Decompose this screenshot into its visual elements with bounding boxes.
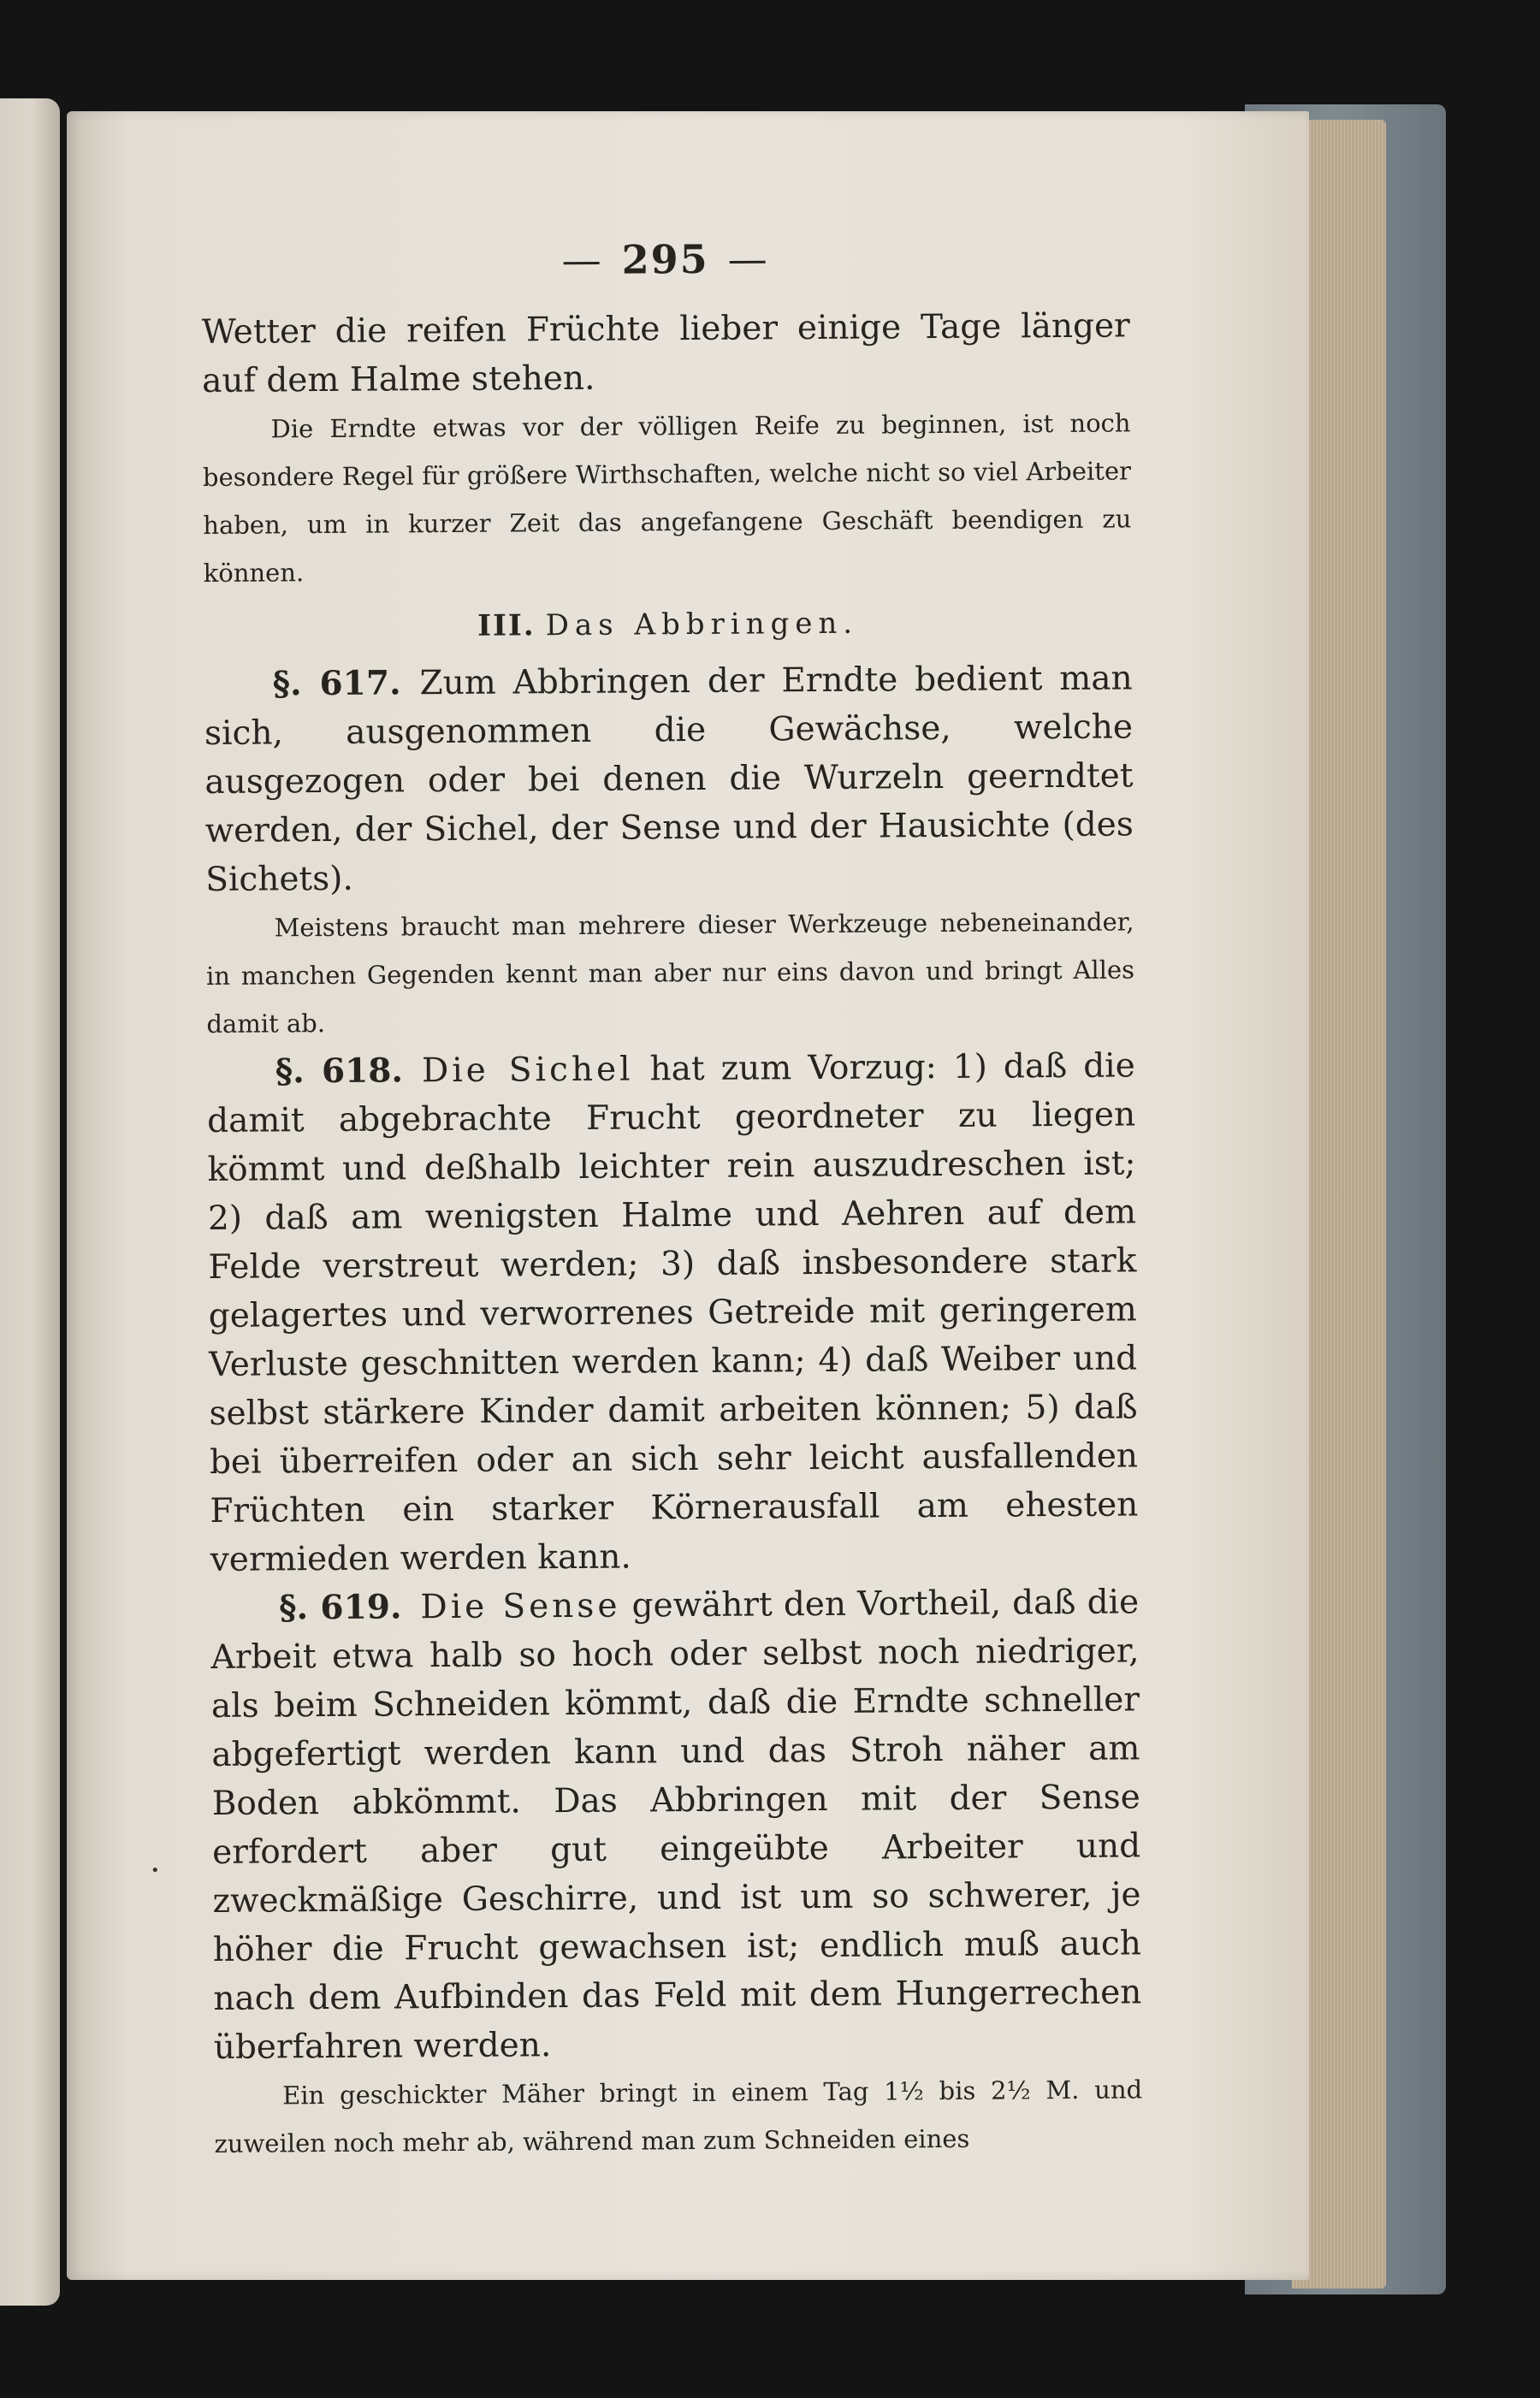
paragraph-number: §. 619. [279,1587,402,1628]
header-dash-left: — [561,236,603,284]
paragraph-body: Zum Abbringen der Erndte bedient man sich, ausgenommen die Gewächse, welche ausgezogen oder bei denen die Wurzeln geerndtet werden, der Sichel, der Sense und der Hausichte (des Sichets). [204,659,1134,899]
paragraph-number: §. 618. [275,1051,404,1092]
facing-page-edge [0,98,60,2306]
section-numeral: III. [477,608,536,643]
paragraph-lead: Die Sichel [421,1050,634,1091]
note-paragraph: Die Erndte etwas vor der völligen Reife zu beginnen, ist noch besondere Regel für größere Wirthschaften, welche nicht so viel Arbeiter haben, um in kurzer Zeit das angefangene Geschäft beendigen zu können. [202,408,1132,588]
note-paragraph: Ein geschickter Mäher bringt in einem Tag 1½ bis 2½ M. und zuweilen noch mehr ab, während man zum Schneiden eines [214,2075,1143,2158]
paragraph-lead: Die Sense [420,1586,621,1627]
paragraph-617 [204,654,1134,904]
page-number: 295 [621,235,709,283]
page-text [201,233,1143,2168]
paragraph-619 [210,1578,1142,2072]
paragraph-618 [207,1041,1139,1584]
paragraph-number: §. 617. [272,663,401,704]
paragraph-body: gewährt den Vortheil, daß die Arbeit etwa halb so hoch oder selbst noch niedriger, als beim Schneiden kömmt, daß die Erndte schneller abgefertigt werden kann und das Stroh näher am Boden abkömmt. Das Abbringen mit der Sense erfordert aber gut eingeübte Arbeiter und zweckmäßige Geschirre, und ist um so schwerer, je höher die Frucht gewachsen ist; endlich muß auch nach dem Aufbinden das Feld mit dem Hungerrechen überfahren werden. [210,1583,1142,2067]
section-heading [204,597,1132,652]
header-dash-right: — [727,235,769,282]
margin-mark: • [151,1862,160,1880]
paragraph-continuation: Wetter die reifen Früchte lieber einige Tage länger auf dem Halme stehen. [201,306,1130,400]
section-title: Das Abbringen. [545,606,859,643]
paragraph-body: hat zum Vorzug: 1) daß die damit abgebrachte Frucht geordneter zu liegen kömmt und deßhalb leichter rein auszudreschen ist; 2) daß am wenigsten Halme und Aehren auf dem Felde verstreut werden; 3) daß insbesondere stark gelagertes und verworrenes Getreide mit geringerem Verluste geschnitten werden kann; 4) daß Weiber und selbst stärkere Kinder damit arbeiten können; 5) daß bei überreifen oder an sich sehr leicht ausfallenden Früchten ein starker Körnerausfall am ehesten vermieden werden kann. [207,1046,1139,1579]
page-header [201,233,1129,286]
note-paragraph: Meistens braucht man mehrere dieser Werkzeuge nebeneinander, in manchen Gegenden kennt man aber nur eins davon und bringt Alles damit ab. [205,907,1135,1039]
